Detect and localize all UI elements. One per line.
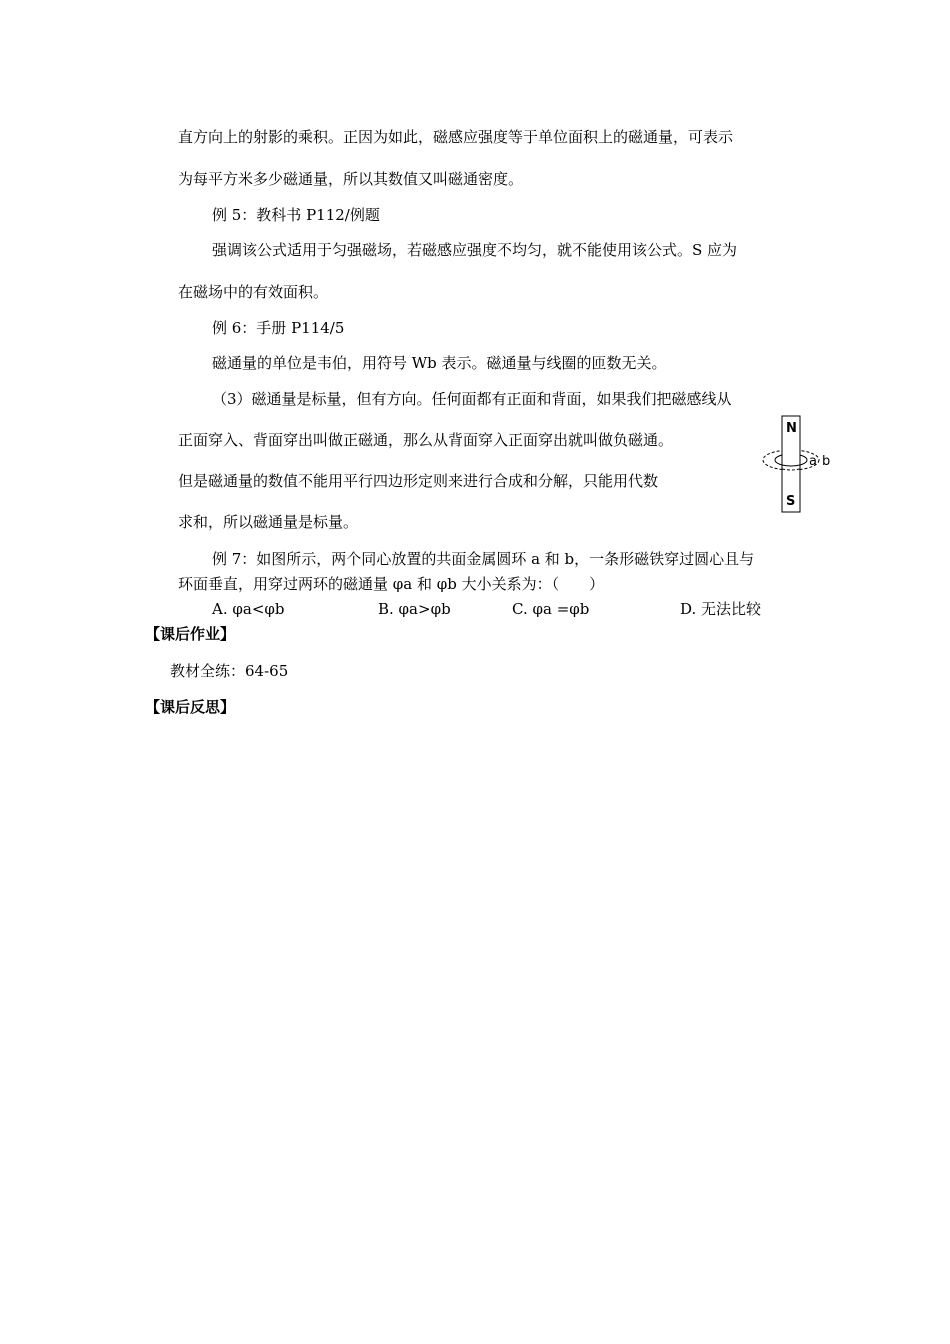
homework-heading: 【课后作业】 (145, 625, 236, 643)
ring-a-label: a (809, 454, 817, 469)
paragraph-4-line-1: （3）磁通量是标量，但有方向。任何面都有正面和背面，如果我们把磁感线从 (212, 390, 732, 408)
paragraph-2-line-1: 强调该公式适用于匀强磁场，若磁感应强度不均匀，就不能使用该公式。S 应为 (212, 241, 738, 259)
north-pole-label: N (786, 421, 797, 436)
paragraph-1-line-1: 直方向上的射影的乘积。正因为如此，磁感应强度等于单位面积上的磁通量，可表示 (178, 128, 734, 146)
option-c: C. φa =φb (512, 600, 590, 618)
example-7-line-1: 例 7：如图所示，两个同心放置的共面金属圆环 a 和 b，一条形磁铁穿过圆心且与 (212, 550, 755, 568)
homework-text: 教材全练：64-65 (170, 662, 289, 680)
south-pole-label: S (786, 494, 796, 509)
option-b: B. φa>φb (378, 600, 451, 618)
paragraph-4-line-3: 但是磁通量的数值不能用平行四边形定则来进行合成和分解，只能用代数 (178, 472, 659, 490)
reflection-heading: 【课后反思】 (145, 698, 236, 716)
example-6: 例 6：手册 P114/5 (212, 319, 345, 337)
paragraph-3: 磁通量的单位是韦伯，用符号 Wb 表示。磁通量与线圈的匝数无关。 (212, 354, 667, 372)
paragraph-4-line-4: 求和，所以磁通量是标量。 (178, 513, 359, 531)
paragraph-2-line-2: 在磁场中的有效面积。 (178, 283, 329, 301)
paragraph-4-line-2: 正面穿入、背面穿出叫做正磁通，那么从背面穿入正面穿出就叫做负磁通。 (178, 431, 674, 449)
option-a: A. φa<φb (212, 600, 285, 618)
magnet-ring-diagram (760, 414, 840, 516)
ring-b-label: b (822, 454, 831, 469)
option-d: D. 无法比较 (680, 600, 762, 618)
example-7-line-2: 环面垂直，用穿过两环的磁通量 φa 和 φb 大小关系为：（ ） (178, 575, 605, 593)
example-5: 例 5：教科书 P112/例题 (212, 206, 380, 224)
paragraph-1-line-2: 为每平方米多少磁通量，所以其数值又叫磁通密度。 (178, 170, 524, 188)
